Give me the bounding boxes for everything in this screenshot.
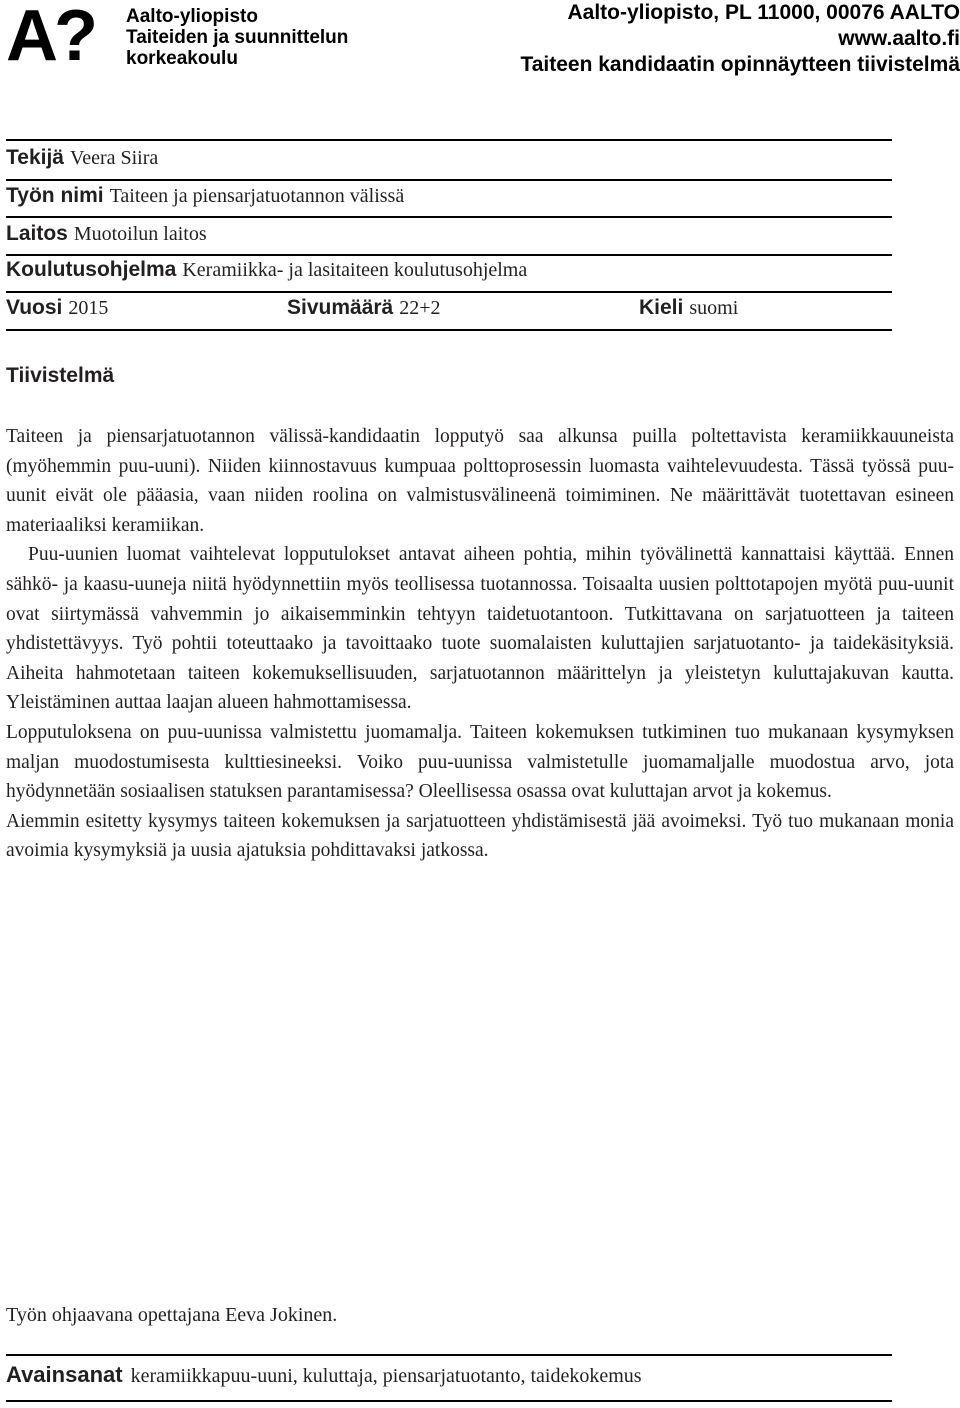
divider [6,1400,892,1402]
logo-mark [6,0,94,76]
language-value: suomi [689,297,739,319]
logo-mark-text: A? [6,0,94,76]
keywords-row [6,1362,642,1388]
pages-cell [287,296,441,320]
abstract-body [6,422,954,866]
logo-line-3: korkeakoulu [126,48,238,69]
keywords-value: keramiikkapuu-uuni, kuluttaja, piensarjatuotanto, taidekokemus [130,1365,642,1387]
document-title: Taiteen kandidaatin opinnäytteen tiivistelmä [520,53,960,76]
author-label: Tekijä [6,146,64,169]
website-link[interactable]: www.aalto.fi [838,27,960,50]
header-info [520,0,960,78]
keywords-label: Avainsanat [6,1362,123,1387]
author-value: Veera Siira [69,147,159,169]
language-cell [639,296,738,320]
department-label: Laitos [6,222,68,245]
address: Aalto-yliopisto, PL 11000, 00076 AALTO [567,1,960,24]
abstract-paragraph: Taiteen ja piensarjatuotannon välissä-kandidaatin lopputyö saa alkunsa puilla poltettavista keramiikkauuneista (myöhemmin puu-uuni). Niiden kiinnostavuus kumpuaa polttoprosessin luomasta vaihtelevuudesta. Tässä työssä puu-uunit eivät ole pääasia, vaan niiden roolina on valmistusvälineenä toimiminen. Ne määrittävät tuotettavan esineen materiaaliksi keramiikan. [6,426,954,536]
department-value: Muotoilun laitos [73,223,207,245]
title-value: Taiteen ja piensarjatuotannon välissä [109,185,405,207]
divider [6,179,892,181]
programme-label: Koulutusohjelma [6,258,177,281]
year-pages-language-row [6,296,892,326]
programme-row [6,258,892,288]
logo-line-2: Taiteiden ja suunnittelun [126,27,349,48]
aalto-logo [6,0,406,76]
logo-line-1: Aalto-yliopisto [126,6,258,27]
year-label: Vuosi [6,296,63,319]
divider [6,329,892,331]
divider [6,1354,892,1356]
abstract-paragraph: Puu-uunien luomat vaihtelevat lopputulokset antavat aiheen pohtia, mihin työvälinettä kannattaisi käyttää. Ennen sähkö- ja kaasu-uuneja niitä hyödynnettiin myös teollisessa tuotannossa. Toisaalta uusien polttotapojen myötä puu-uunit ovat siirtymässä vahvemmin jo aikaisemminkin tehtyyn taidetuotantoon. Tutkittavana on sarjatuotteen ja taiteen yhdistettävyys. Työ pohtii toteuttaako ja tavoittaako tuote suomalaisten kuluttajien sarjatuotanto- ja taidekäsityksiä. Aiheita hahmotetaan taiteen kokemuksellisuuden, sarjatuotannon määrittelyn ja yleistetyn kuluttajakuvan kautta. Yleistäminen auttaa laajan alueen hahmottamisessa. [6,544,954,714]
pages-value: 22+2 [399,297,441,319]
department-row [6,222,892,252]
abstract-paragraph: Lopputuloksena on puu-uunissa valmistettu juomamalja. Taiteen kokemuksen tutkiminen tuo mukanaan kysymyksen maljan muodostumisesta kulttiesineeksi. Voiko puu-uunissa valmistetulle juomamaljalle muodostua arvo, jota hyödynnetään sosiaalisen statuksen parantamisessa? Oleellisessa osassa ovat kuluttajan arvot ja kokemus. [6,721,954,803]
supervisor-note: Työn ohjaavana opettajana Eeva Jokinen. [6,1304,338,1326]
divider [6,254,892,256]
divider [6,139,892,141]
divider [6,291,892,293]
year-cell [6,296,108,320]
pages-label: Sivumäärä [287,296,394,319]
programme-value: Keramiikka- ja lasitaiteen koulutusohjelma [182,259,528,281]
title-label: Työn nimi [6,184,104,207]
author-row [6,146,892,176]
abstract-heading: Tiivistelmä [6,364,115,387]
language-label: Kieli [639,296,684,319]
year-value: 2015 [68,297,109,319]
divider [6,216,892,218]
abstract-paragraph: Aiemmin esitetty kysymys taiteen kokemuksen ja sarjatuotteen yhdistämisestä jää avoimeksi. Työ tuo mukanaan monia avoimia kysymyksiä ja uusia ajatuksia pohdittavaksi jatkossa. [6,810,954,862]
logo-text [126,6,348,69]
title-row [6,184,892,214]
